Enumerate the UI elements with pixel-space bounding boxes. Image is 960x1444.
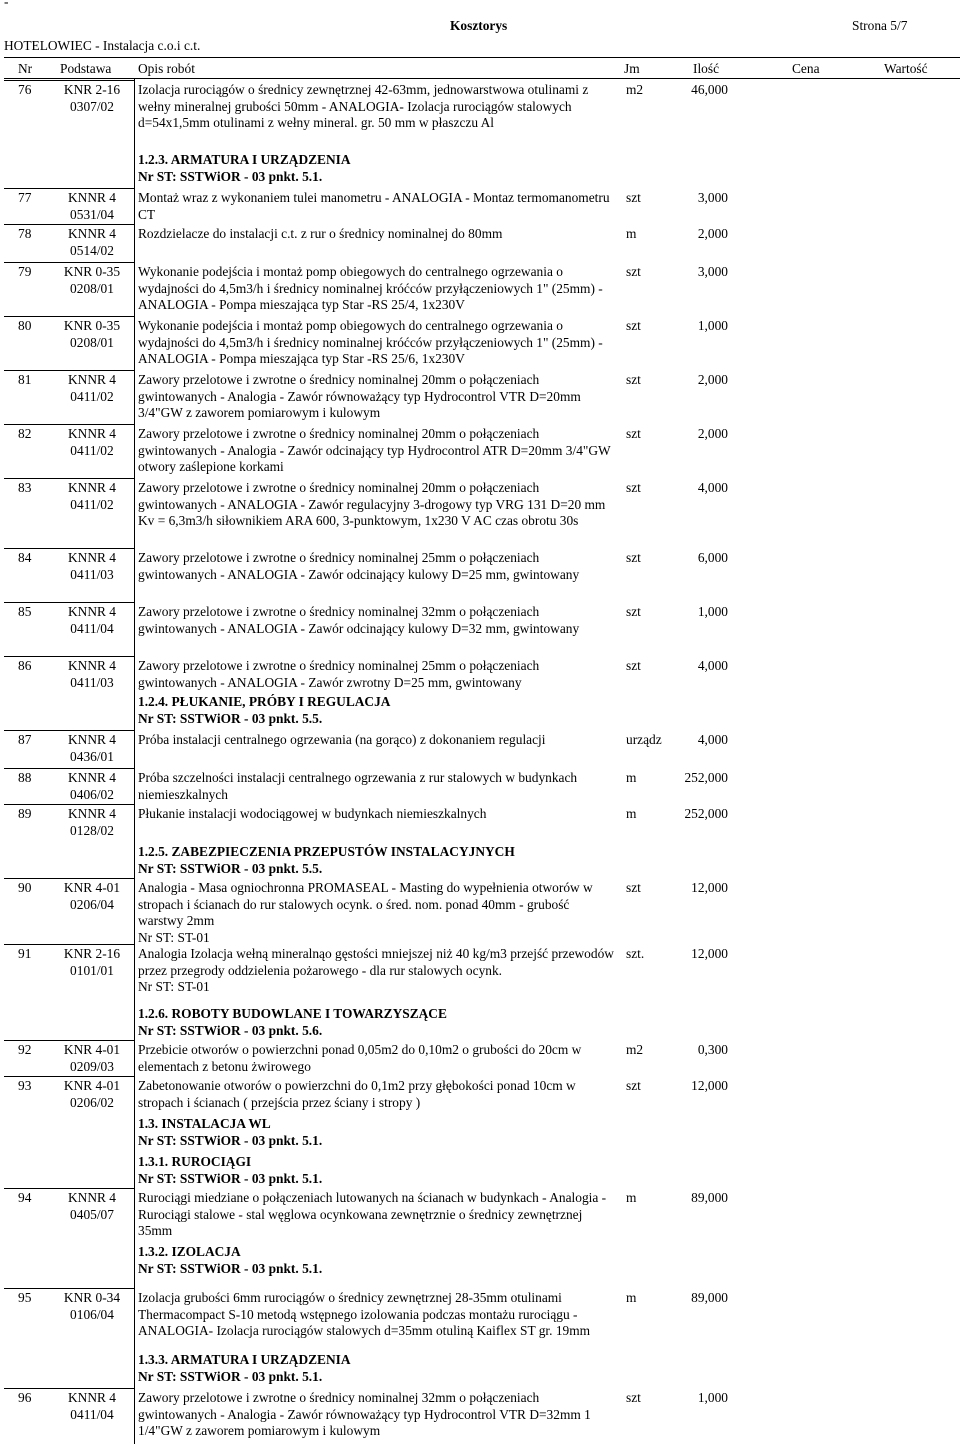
section-spec: Nr ST: SSTWiOR - 03 pnkt. 5.1.	[138, 168, 323, 184]
col-value: Wartość	[884, 61, 928, 76]
row-separator	[4, 602, 134, 603]
item-unit: m	[626, 770, 637, 785]
section-spec: Nr ST: SSTWiOR - 03 pnkt. 5.1.	[138, 1132, 323, 1148]
item-quantity: 3,000	[697, 190, 728, 205]
item-unit: m	[626, 1290, 637, 1305]
item-unit: szt	[626, 372, 641, 387]
item-quantity: 2,000	[697, 372, 728, 387]
item-quantity: 46,000	[691, 82, 728, 97]
section-spec: Nr ST: SSTWiOR - 03 pnkt. 5.1.	[138, 1170, 323, 1186]
item-description: Analogia - Masa ogniochronna PROMASEAL - Masting do wypełnienia otworów w stropach i ścianach do rur stalowych ocynk. o śred. nom. ponad 40mm - grubość warstwy 2mm Nr ST: ST-01	[138, 880, 593, 945]
item-number: 79	[18, 264, 32, 279]
row-separator	[4, 1288, 134, 1289]
item-basis: KNNR 4 0405/07	[68, 1190, 116, 1222]
row-separator	[4, 548, 134, 549]
col-price: Cena	[792, 61, 820, 76]
item-basis: KNR 4-01 0206/04	[63, 880, 121, 912]
section-name: 1.2.3. ARMATURA I URZĄDZENIA	[138, 152, 351, 167]
item-basis: KNR 0-35 0208/01	[63, 318, 121, 350]
item-number: 94	[18, 1190, 32, 1205]
item-number: 85	[18, 604, 32, 619]
item-number: 86	[18, 658, 32, 673]
item-number: 96	[18, 1390, 32, 1405]
section-name: 1.2.4. PŁUKANIE, PRÓBY I REGULACJA	[138, 694, 391, 709]
item-unit: m	[626, 226, 637, 241]
item-quantity: 12,000	[691, 946, 728, 961]
item-basis: KNNR 4 0128/02	[68, 806, 116, 838]
item-description: Analogia Izolacja wełną mineralnąo gęstości mniejszej niż 40 kg/m3 przejść przewodów przez przegrody oddzielenia pożarowego - dla rur stalowych ocynk. Nr ST: ST-01	[138, 946, 614, 994]
item-description: Zawory przelotowe i zwrotne o średnicy nominalnej 25mm o połączeniach gwintowanych - ANALOGIA - Zawór zwrotny D=25 mm, gwintowany	[138, 658, 540, 690]
item-unit: m	[626, 1190, 637, 1205]
column-divider	[134, 79, 135, 1444]
header-rule-top	[4, 57, 960, 58]
section-name: 1.3.3. ARMATURA I URZĄDZENIA	[138, 1352, 351, 1367]
item-unit: szt	[626, 880, 641, 895]
item-quantity: 1,000	[697, 604, 728, 619]
row-separator	[4, 262, 134, 263]
top-dash: -	[4, 0, 9, 9]
item-unit: szt	[626, 604, 641, 619]
section-title	[138, 152, 614, 185]
row-separator	[4, 1040, 134, 1041]
item-basis: KNNR 4 0411/03	[68, 658, 116, 690]
row-separator	[4, 1388, 134, 1389]
item-basis: KNNR 4 0514/02	[68, 226, 116, 258]
section-title	[138, 1244, 614, 1277]
item-unit: szt	[626, 658, 641, 673]
section-name: 1.3.1. RUROCIĄGI	[138, 1154, 252, 1169]
section-title	[138, 1006, 614, 1039]
section-name: 1.3. INSTALACJA WL	[138, 1116, 271, 1131]
item-basis: KNNR 4 0406/02	[68, 770, 116, 802]
item-number: 77	[18, 190, 32, 205]
item-unit: szt	[626, 190, 641, 205]
item-description: Zawory przelotowe i zwrotne o średnicy nominalnej 32mm o połączeniach gwintowanych - ANALOGIA - Zawór odcinający kulowy D=32 mm, gwintowany	[138, 604, 580, 636]
item-number: 78	[18, 226, 32, 241]
item-quantity: 4,000	[697, 658, 728, 673]
item-description: Wykonanie podejścia i montaż pomp obiegowych do centralnego ogrzewania o wydajności do 4,5m3/h i średnicy nominalnej króćców przyłączeniowych 1" (25mm) - ANALOGIA - Pompa mieszająca typ Star -RS 25/6, 1x230V	[138, 318, 603, 366]
item-basis: KNNR 4 0531/04	[68, 190, 116, 222]
item-description: Próba szczelności instalacji centralnego ogrzewania z rur stalowych w budynkach niemieszkalnych	[138, 770, 578, 802]
item-description: Montaż wraz z wykonaniem tulei manometru - ANALOGIA - Montaz termomanometru CT	[138, 190, 610, 222]
item-quantity: 6,000	[697, 550, 728, 565]
item-basis: KNNR 4 0411/02	[68, 426, 116, 458]
column-header	[0, 60, 960, 78]
item-quantity: 252,000	[684, 770, 728, 785]
row-separator	[4, 316, 134, 317]
item-quantity: 1,000	[697, 1390, 728, 1405]
row-separator	[4, 768, 134, 769]
row-separator	[4, 878, 134, 879]
item-basis: KNR 4-01 0206/02	[63, 1078, 121, 1110]
item-basis: KNNR 4 0411/02	[68, 480, 116, 512]
header-rule-bottom	[4, 78, 960, 79]
col-nr: Nr	[18, 61, 33, 76]
row-separator	[4, 1188, 134, 1189]
item-number: 91	[18, 946, 32, 961]
item-quantity: 0,300	[697, 1042, 728, 1057]
row-separator	[4, 944, 134, 945]
col-qty: Ilość	[693, 61, 720, 76]
item-basis: KNR 0-34 0106/04	[63, 1290, 121, 1322]
item-basis: KNR 4-01 0209/03	[63, 1042, 121, 1074]
row-separator	[4, 424, 134, 425]
item-quantity: 252,000	[684, 806, 728, 821]
document-type: Kosztorys	[450, 18, 508, 33]
item-description: Płukanie instalacji wodociągowej w budynkach niemieszkalnych	[138, 806, 487, 821]
item-number: 90	[18, 880, 32, 895]
row-separator	[4, 1076, 134, 1077]
item-number: 87	[18, 732, 32, 747]
item-unit: urządz	[626, 732, 662, 747]
row-separator	[4, 370, 134, 371]
item-quantity: 2,000	[697, 426, 728, 441]
section-title	[138, 1352, 614, 1385]
section-title	[138, 1154, 614, 1187]
section-name: 1.3.2. IZOLACJA	[138, 1244, 241, 1259]
project-title: HOTELOWIEC - Instalacja c.o.i c.t.	[4, 38, 201, 53]
item-description: Izolacja rurociągów o średnicy zewnętrznej 42-63mm, jednowarstwowa otulinami z wełny mineralnej grubości 50mm - ANALOGIA- Izolacja rurociągów stalowych d=54x1,5mm otulinami z wełny mineral. gr. 50 mm w płaszczu Al	[138, 82, 589, 130]
row-separator	[4, 656, 134, 657]
section-name: 1.2.6. ROBOTY BUDOWLANE I TOWARZYSZĄCE	[138, 1006, 447, 1021]
item-number: 83	[18, 480, 32, 495]
section-name: 1.2.5. ZABEZPIECZENIA PRZEPUSTÓW INSTALACYJNYCH	[138, 844, 515, 859]
section-spec: Nr ST: SSTWiOR - 03 pnkt. 5.1.	[138, 1260, 323, 1276]
col-desc: Opis robót	[138, 61, 195, 76]
item-unit: m	[626, 806, 637, 821]
item-number: 92	[18, 1042, 32, 1057]
item-quantity: 3,000	[697, 264, 728, 279]
item-basis: KNNR 4 0411/04	[68, 604, 116, 636]
section-spec: Nr ST: SSTWiOR - 03 pnkt. 5.5.	[138, 710, 323, 726]
item-description: Zawory przelotowe i zwrotne o średnicy nominalnej 20mm o połączeniach gwintowanych - ANALOGIA - Zawór regulacyjny 3-drogowy typ VRG 131 D=20 mm Kv = 6,3m3/h siłownikiem ARA 600, 3-punktowym, 1x230 V AC czas obrotu 30s	[138, 480, 606, 528]
row-separator	[4, 188, 134, 189]
item-quantity: 12,000	[691, 880, 728, 895]
row-separator	[4, 224, 134, 225]
item-unit: szt	[626, 480, 641, 495]
item-unit: m2	[626, 82, 644, 97]
section-spec: Nr ST: SSTWiOR - 03 pnkt. 5.6.	[138, 1022, 323, 1038]
item-unit: szt	[626, 318, 641, 333]
item-unit: szt.	[626, 946, 645, 961]
page-number: Strona 5/7	[852, 18, 908, 33]
row-separator	[4, 478, 134, 479]
item-quantity: 12,000	[691, 1078, 728, 1093]
item-quantity: 1,000	[697, 318, 728, 333]
item-description: Rurociągi miedziane o połączeniach lutowanych na ścianach w budynkach - Analogia - Rurociągi stalowe - stal węglowa ocynkowana zewnętrznie o średnicy zewnętrznej 35mm	[138, 1190, 607, 1238]
item-quantity: 89,000	[691, 1190, 728, 1205]
section-title	[138, 1116, 614, 1149]
item-quantity: 4,000	[697, 732, 728, 747]
item-unit: szt	[626, 1390, 641, 1405]
item-quantity: 4,000	[697, 480, 728, 495]
section-title	[138, 694, 614, 727]
item-description: Przebicie otworów o powierzchni ponad 0,05m2 do 0,10m2 o grubości do 20cm w elementach z betonu żwirowego	[138, 1042, 582, 1074]
section-title	[138, 844, 614, 877]
row-separator	[4, 730, 134, 731]
item-unit: szt	[626, 550, 641, 565]
item-basis: KNR 2-16 0307/02	[63, 82, 121, 114]
item-number: 88	[18, 770, 32, 785]
item-number: 93	[18, 1078, 32, 1093]
item-basis: KNNR 4 0411/04	[68, 1390, 116, 1422]
item-basis: KNNR 4 0411/03	[68, 550, 116, 582]
item-number: 82	[18, 426, 32, 441]
item-unit: m2	[626, 1042, 644, 1057]
item-unit: szt	[626, 426, 641, 441]
item-description: Zawory przelotowe i zwrotne o średnicy nominalnej 20mm o połączeniach gwintowanych - Analogia - Zawór równoważący typ Hydrocontrol VTR D=20mm 3/4"GW z zaworem pomiarowym i kulowym	[138, 372, 581, 420]
item-basis: KNR 2-16 0101/01	[63, 946, 121, 978]
item-description: Zawory przelotowe i zwrotne o średnicy nominalnej 32mm o połączeniach gwintowanych - Analogia - Zawór równoważący typ Hydrocontrol VTR D=32mm 1 1/4"GW z zaworem pomiarowym i kulowym	[138, 1390, 591, 1438]
item-unit: szt	[626, 1078, 641, 1093]
item-unit: szt	[626, 264, 641, 279]
item-description: Zawory przelotowe i zwrotne o średnicy nominalnej 25mm o połączeniach gwintowanych - ANALOGIA - Zawór odcinający kulowy D=25 mm, gwintowany	[138, 550, 580, 582]
item-quantity: 89,000	[691, 1290, 728, 1305]
col-unit: Jm	[624, 61, 640, 76]
item-quantity: 2,000	[697, 226, 728, 241]
item-description: Wykonanie podejścia i montaż pomp obiegowych do centralnego ogrzewania o wydajności do 4,5m3/h i średnicy nominalnej króćców przyłączeniowych 1" (25mm) - ANALOGIA - Pompa mieszająca typ Star -RS 25/4, 1x230V	[138, 264, 603, 312]
item-description: Izolacja grubości 6mm rurociągów o średnicy zewnętrznej 28-35mm otulinami Thermacompact S-10 metodą wstępnego izolowania podczas montażu rurociągu - ANALOGIA- Izolacja rurociągów stalowych d=35mm otuliną Kaiflex ST gr. 19mm	[138, 1290, 591, 1338]
item-description: Zabetonowanie otworów o powierzchni do 0,1m2 przy głębokości ponad 10cm w stropach i ścianach ( przejścia przez ściany i stropy )	[138, 1078, 576, 1110]
col-basis: Podstawa	[60, 61, 112, 76]
item-number: 80	[18, 318, 32, 333]
item-description: Zawory przelotowe i zwrotne o średnicy nominalnej 20mm o połączeniach gwintowanych - Analogia - Zawór odcinający typ Hydrocontrol ATR D=20mm 3/4"GW otwory zaślepione korkami	[138, 426, 611, 474]
section-spec: Nr ST: SSTWiOR - 03 pnkt. 5.1.	[138, 1368, 323, 1384]
item-number: 95	[18, 1290, 32, 1305]
item-description: Próba instalacji centralnego ogrzewania (na gorąco) z dokonaniem regulacji	[138, 732, 546, 747]
item-basis: KNR 0-35 0208/01	[63, 264, 121, 296]
item-description: Rozdzielacze do instalacji c.t. z rur o średnicy nominalnej do 80mm	[138, 226, 503, 241]
item-number: 84	[18, 550, 32, 565]
item-basis: KNNR 4 0411/02	[68, 372, 116, 404]
item-basis: KNNR 4 0436/01	[68, 732, 116, 764]
section-spec: Nr ST: SSTWiOR - 03 pnkt. 5.5.	[138, 860, 323, 876]
row-separator	[4, 804, 134, 805]
row-separator	[4, 80, 134, 81]
item-number: 89	[18, 806, 32, 821]
item-number: 81	[18, 372, 32, 387]
item-number: 76	[18, 82, 32, 97]
